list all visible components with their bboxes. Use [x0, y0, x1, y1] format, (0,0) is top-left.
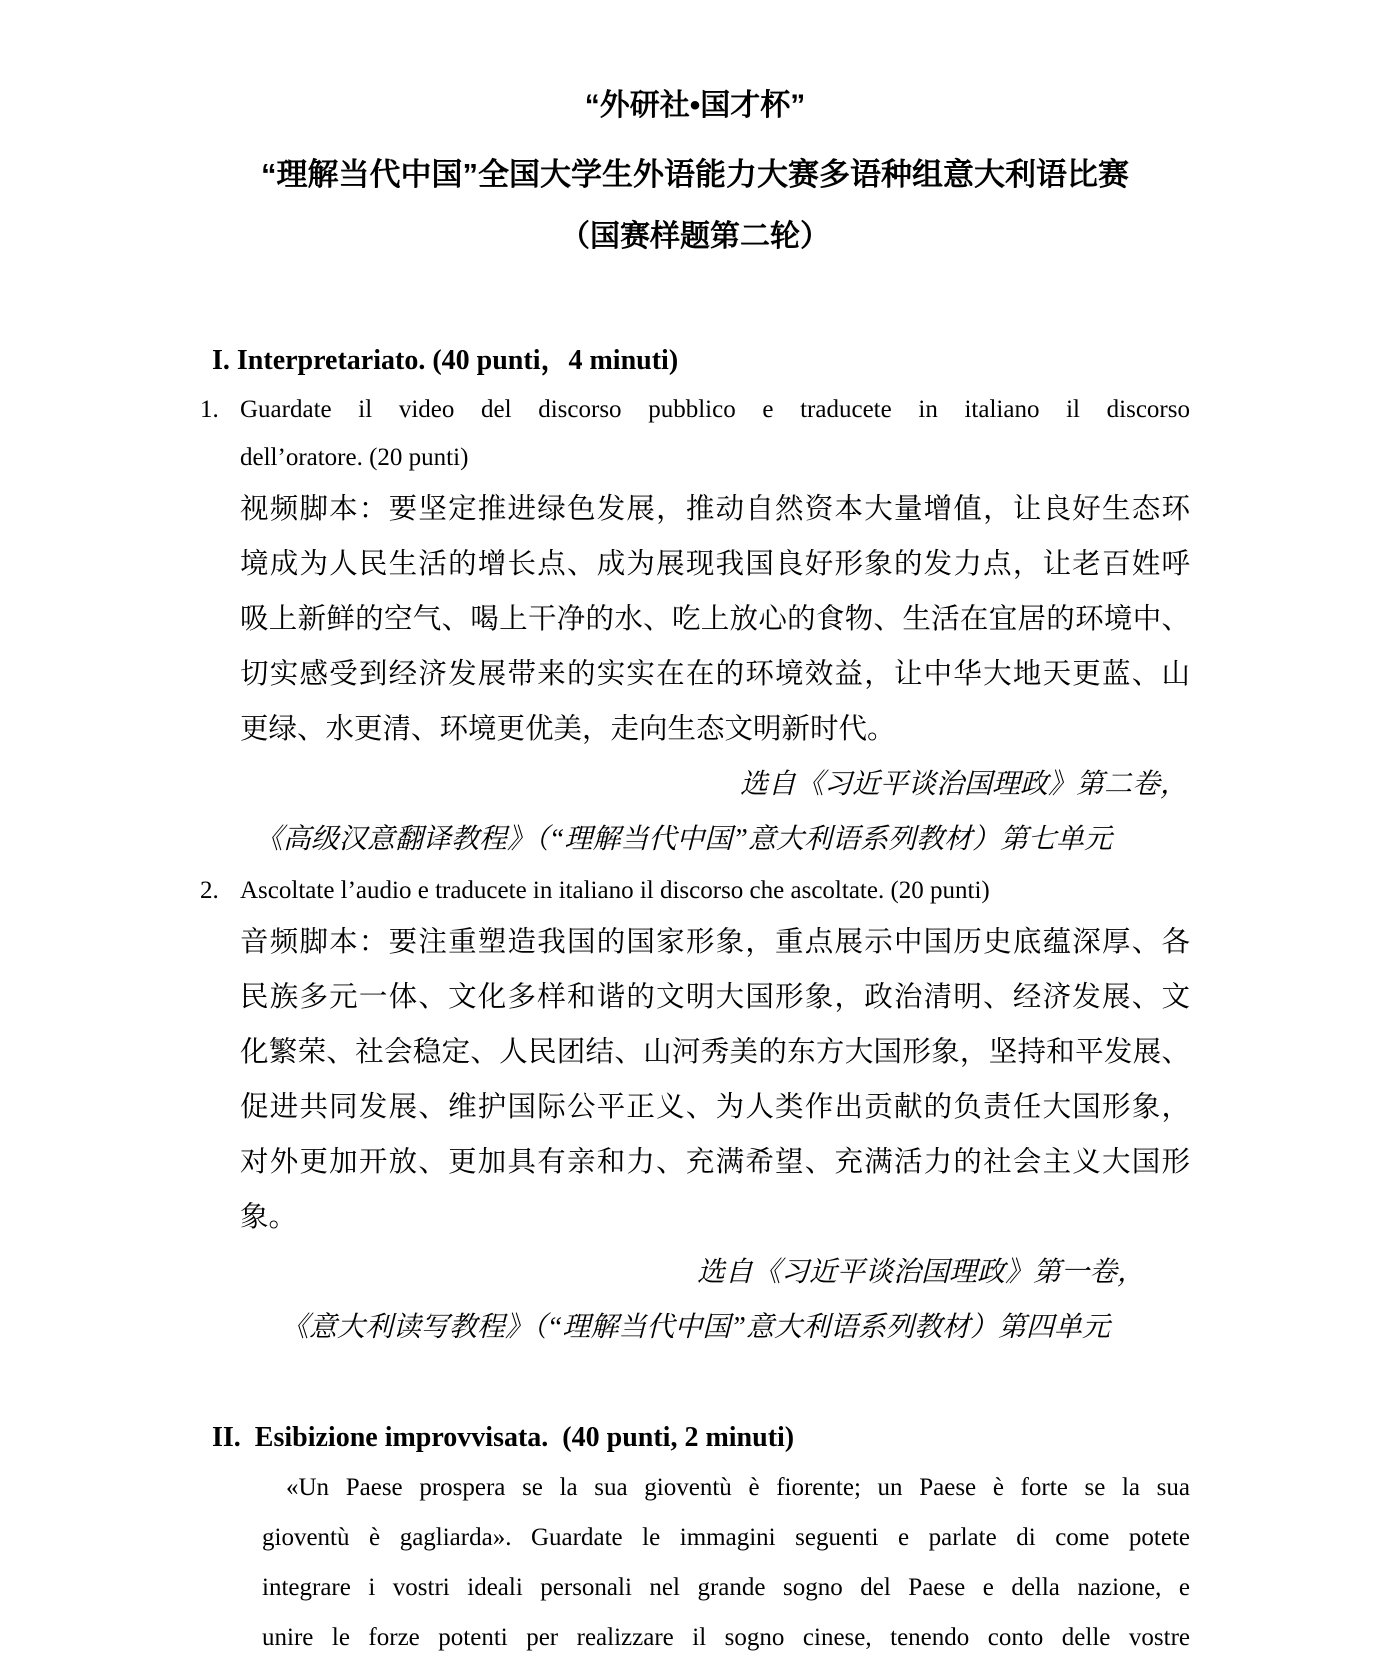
video-script-line: 更绿、水更清、环境更优美，走向生态文明新时代。: [240, 714, 896, 745]
item-1-instruction-line: Guardate il video del discorso pubblico e traducete in italiano il discorso: [240, 396, 1190, 423]
section-1-heading: I. Interpretariato. (40 punti，4 minuti): [212, 345, 679, 376]
source-attribution-2: 选自《习近平谈治国理政》第一卷，: [696, 1257, 1145, 1288]
audio-script-line: 促进共同发展、维护国际公平正义、为人类作出贡献的负责任大国形象，: [240, 1092, 1190, 1123]
section-2-heading: II. Esibizione improvvisata. (40 punti, 2 minuti): [212, 1422, 795, 1453]
textbook-attribution-1: 《高级汉意翻译教程》（“理解当代中国”意大利语系列教材）第七单元: [254, 824, 1112, 855]
interpretation-task-1: [200, 386, 1190, 867]
item-1-instruction-line: dell’oratore. (20 punti): [240, 444, 469, 471]
item-2-instruction-line: Ascoltate l’audio e traducete in italiano il discorso che ascoltate. (20 punti): [240, 877, 990, 904]
source-attribution-1: 选自《习近平谈治国理政》第二卷，: [739, 769, 1188, 800]
improvisation-prompt-line: «Un Paese prospera se la sua gioventù è fiorente; un Paese è forte se la sua: [286, 1474, 1190, 1501]
audio-script-line: 象。: [240, 1202, 298, 1233]
improvisation-prompt-line: unire le forze potenti per realizzare il sogno cinese, tenendo conto delle vostre: [262, 1624, 1190, 1651]
doc-subtitle: “理解当代中国”全国大学生外语能力大赛多语种组意大利语比赛: [261, 157, 1129, 192]
audio-script-line: 化繁荣、社会稳定、人民团结、山河秀美的东方大国形象，坚持和平发展、: [240, 1037, 1190, 1068]
textbook-attribution-2: 《意大利读写教程》（“理解当代中国”意大利语系列教材）第四单元: [280, 1312, 1110, 1343]
video-script-line: 切实感受到经济发展带来的实实在在的环境效益，让中华大地天更蓝、山: [240, 659, 1190, 690]
video-script-line: 视频脚本：要坚定推进绿色发展，推动自然资本大量增值，让良好生态环: [240, 494, 1190, 525]
item-2-number: 2.: [200, 877, 219, 904]
audio-script-line: 对外更加开放、更加具有亲和力、充满希望、充满活力的社会主义大国形: [240, 1147, 1190, 1178]
improvisation-prompt-line: integrare i vostri ideali personali nel grande sogno del Paese e della nazione, e: [262, 1574, 1190, 1601]
video-script-line: 吸上新鲜的空气、喝上干净的水、吃上放心的食物、生活在宜居的环境中、: [240, 604, 1190, 635]
audio-script-line: 音频脚本：要注重塑造我国的国家形象，重点展示中国历史底蕴深厚、各: [240, 927, 1190, 958]
doc-round-label: （国赛样题第二轮）: [560, 220, 830, 253]
title-block: [200, 84, 1190, 260]
doc-title: “外研社•国才杯”: [584, 89, 806, 122]
improvisation-prompt: [262, 1463, 1190, 1663]
improvisation-prompt-line: gioventù è gagliarda». Guardate le immagini seguenti e parlate di come potete: [262, 1524, 1190, 1551]
interpretation-task-2: [200, 867, 1190, 1355]
item-1-number: 1.: [200, 396, 219, 423]
video-script-line: 境成为人民生活的增长点、成为展现我国良好形象的发力点，让老百姓呼: [240, 549, 1190, 580]
audio-script-line: 民族多元一体、文化多样和谐的文明大国形象，政治清明、经济发展、文: [240, 982, 1190, 1013]
